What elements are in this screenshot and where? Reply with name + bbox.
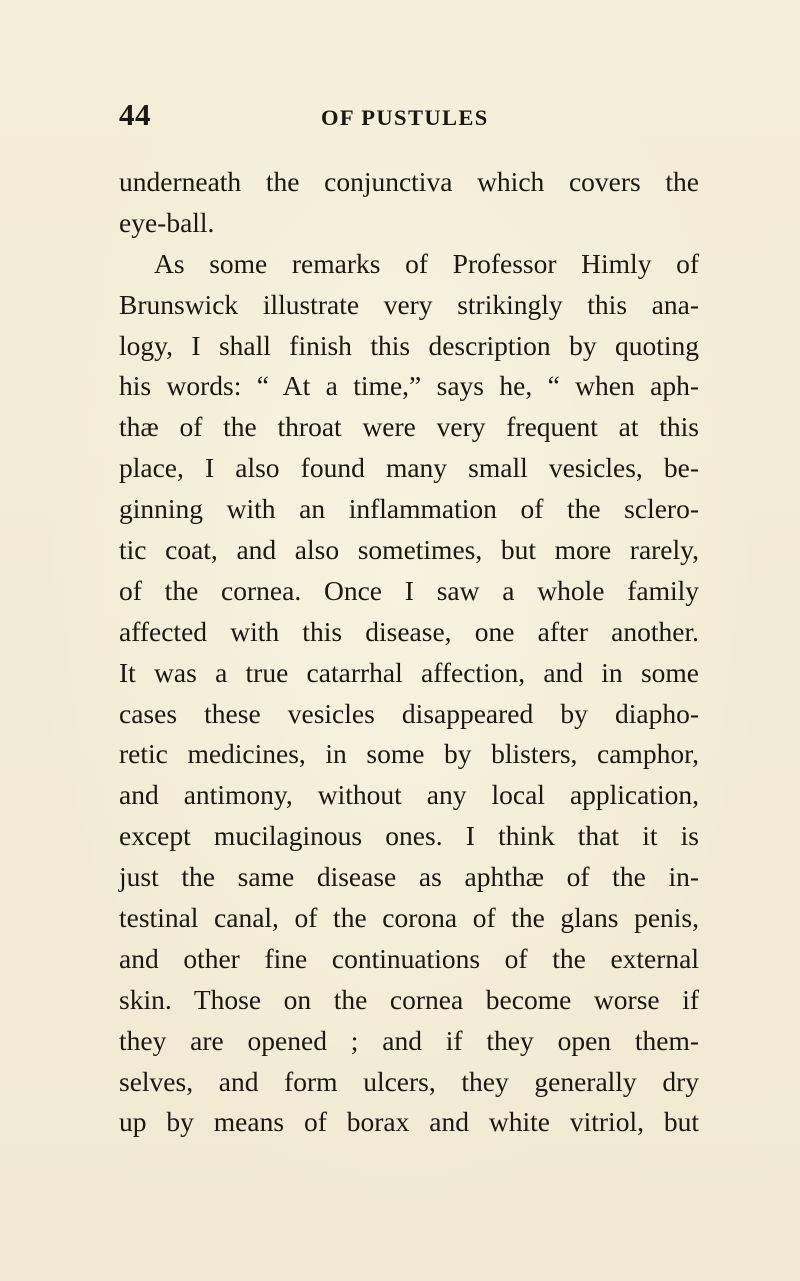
- text-line: eye-ball.: [119, 206, 215, 238]
- text-line: thæ of the throat were very frequent at this: [119, 411, 699, 443]
- body-text: [119, 162, 699, 1143]
- text-line: place, I also found many small vesicles, be-: [119, 452, 699, 484]
- text-line: cases these vesicles disappeared by diapho-: [119, 697, 699, 729]
- text-line: logy, I shall finish this description by quoting: [119, 329, 699, 361]
- text-line: Brunswick illustrate very strikingly this ana-: [119, 288, 699, 320]
- text-line: tic coat, and also sometimes, but more rarely,: [119, 534, 699, 566]
- text-line: testinal canal, of the corona of the glans penis,: [119, 902, 699, 934]
- text-line: ginning with an inflammation of the sclero-: [119, 493, 699, 525]
- running-head: [119, 97, 699, 137]
- text-line: and antimony, without any local application,: [119, 779, 699, 811]
- text-line: his words: “ At a time,” says he, “ when aph-: [119, 370, 699, 402]
- text-line: just the same disease as aphthæ of the in-: [119, 861, 699, 893]
- text-line: of the cornea. Once I saw a whole family: [119, 574, 699, 606]
- text-line: and other fine continuations of the external: [119, 942, 699, 974]
- text-line: retic medicines, in some by blisters, camphor,: [119, 738, 699, 770]
- page-number: 44: [119, 97, 151, 132]
- text-line: underneath the conjunctiva which covers the: [119, 166, 699, 197]
- text-line: they are opened ; and if they open them-: [119, 1024, 699, 1056]
- text-line: up by means of borax and white vitriol, but: [119, 1106, 699, 1138]
- running-head-title: OF PUSTULES: [321, 105, 489, 130]
- text-line: skin. Those on the cornea become worse if: [119, 983, 699, 1015]
- text-line: selves, and form ulcers, they generally dry: [119, 1065, 699, 1097]
- text-line: except mucilaginous ones. I think that it is: [119, 820, 699, 852]
- text-line: It was a true catarrhal affection, and in some: [119, 656, 699, 688]
- text-line: affected with this disease, one after another.: [119, 615, 699, 647]
- text-line: As some remarks of Professor Himly of: [154, 247, 699, 279]
